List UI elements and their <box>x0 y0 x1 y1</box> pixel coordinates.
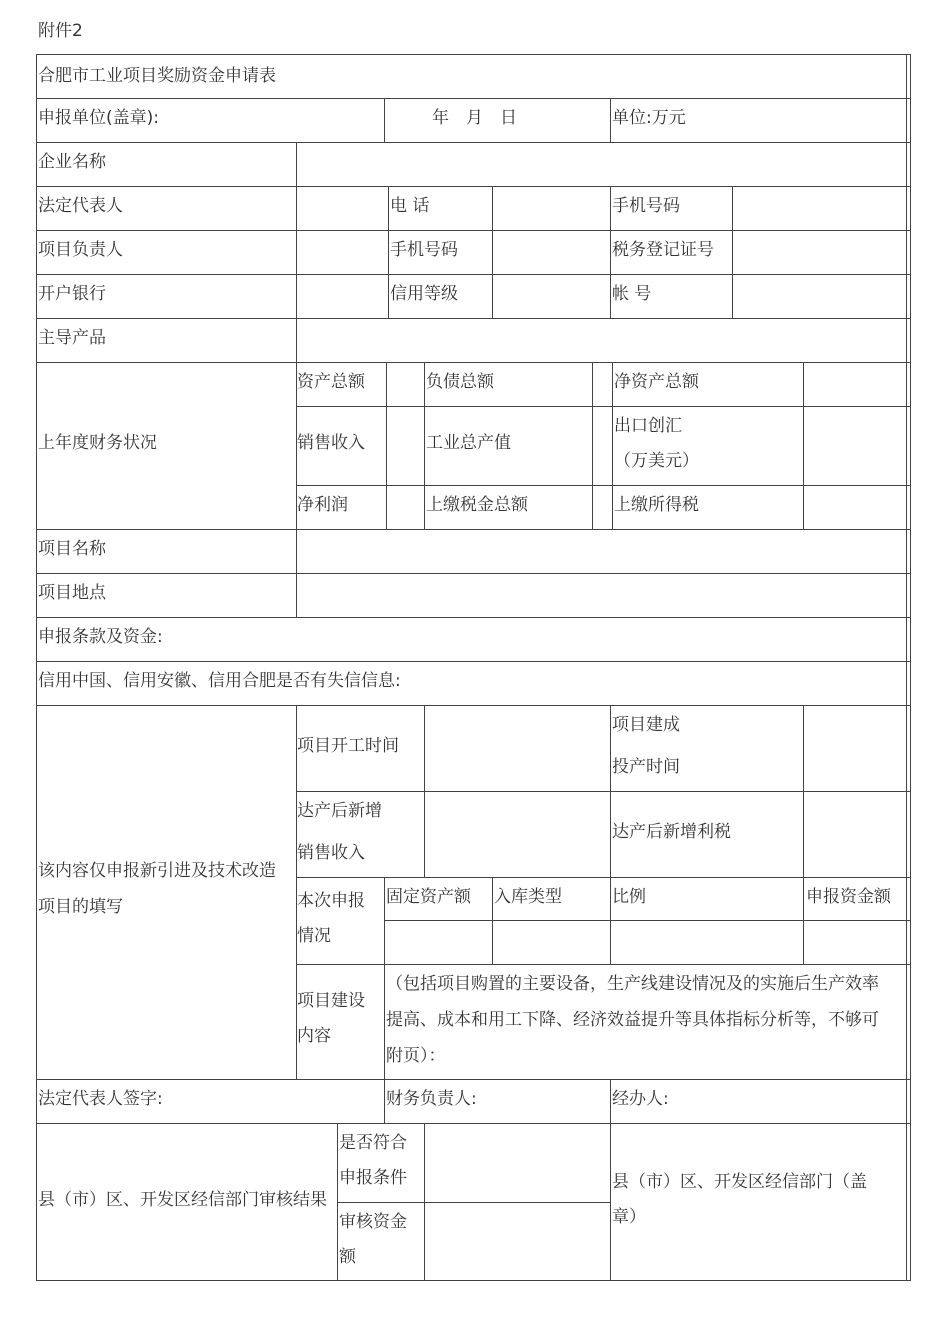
col-line <box>384 877 385 1079</box>
row-line <box>296 877 911 878</box>
sales-revenue-label: 销售收入 <box>297 433 365 453</box>
col-line <box>612 362 613 529</box>
col-line <box>337 1123 338 1280</box>
unit-label: 单位:万元 <box>612 108 686 128</box>
construction-note-3: 附页）： <box>386 1046 446 1066</box>
col-line <box>388 186 389 318</box>
col-line <box>592 362 593 529</box>
review-amount-label-1: 审核资金 <box>339 1212 407 1232</box>
project-leader-label: 项目负责人 <box>38 240 123 260</box>
row-line <box>36 318 911 319</box>
mobile-label: 手机号码 <box>612 196 680 216</box>
row-line <box>36 617 911 618</box>
finance-label: 上年度财务状况 <box>38 433 157 453</box>
table-border-top <box>36 54 911 55</box>
seal-label-2: 章） <box>612 1207 646 1227</box>
phone-label: 电 话 <box>390 196 430 216</box>
company-name-label: 企业名称 <box>38 152 106 172</box>
construction-content-label-1: 项目建设 <box>297 991 365 1011</box>
row-line <box>36 230 911 231</box>
row-line <box>296 791 911 792</box>
tech-section-label-1: 该内容仅申报新引进及技术改造 <box>38 861 276 881</box>
this-declare-label-1: 本次申报 <box>297 891 365 911</box>
table-border-left <box>36 54 37 1281</box>
row-line <box>36 661 911 662</box>
completion-label-1: 项目建成 <box>612 715 680 735</box>
row-line <box>296 485 911 486</box>
account-no-label: 帐 号 <box>612 284 652 304</box>
review-amount-label-2: 额 <box>339 1247 356 1267</box>
eligible-label-2: 申报条件 <box>339 1168 407 1188</box>
completion-label-2: 投产时间 <box>612 757 680 777</box>
credit-level-label: 信用等级 <box>390 284 458 304</box>
project-location-label: 项目地点 <box>38 583 106 603</box>
table-border-right-inner <box>906 54 907 1281</box>
tax-paid-label: 上缴税金总额 <box>426 495 528 515</box>
table-border-bottom <box>36 1280 911 1281</box>
tax-reg-label: 税务登记证号 <box>612 240 714 260</box>
finance-head-label: 财务负责人: <box>386 1089 477 1109</box>
mobile2-label: 手机号码 <box>390 240 458 260</box>
net-assets-label: 净资产总额 <box>614 372 699 392</box>
form-title: 合肥市工业项目奖励资金申请表 <box>38 66 276 86</box>
start-time-label: 项目开工时间 <box>297 736 399 756</box>
col-line <box>296 529 297 617</box>
col-line <box>732 186 733 318</box>
legal-rep-label: 法定代表人 <box>38 196 123 216</box>
row-line <box>36 274 911 275</box>
row-line <box>36 362 911 363</box>
row-line <box>384 920 911 921</box>
row-line <box>36 186 911 187</box>
review-label: 县（市）区、开发区经信部门审核结果 <box>38 1190 327 1210</box>
clauses-funds-label: 申报条款及资金: <box>38 627 163 647</box>
construction-content-label-2: 内容 <box>297 1026 331 1046</box>
col-line <box>610 98 611 142</box>
col-line <box>610 1123 611 1280</box>
export-forex-unit: （万美元） <box>614 451 699 471</box>
col-line <box>424 705 425 877</box>
row-line <box>36 529 911 530</box>
total-assets-label: 资产总额 <box>297 372 365 392</box>
bank-label: 开户银行 <box>38 284 106 304</box>
declared-funds-label: 申报资金额 <box>806 887 891 907</box>
net-profit-label: 净利润 <box>297 495 348 515</box>
total-liabilities-label: 负债总额 <box>426 372 494 392</box>
main-product-label: 主导产品 <box>38 328 106 348</box>
col-line <box>424 1123 425 1280</box>
new-sales-label-2: 销售收入 <box>297 843 365 863</box>
row-line <box>36 705 911 706</box>
attachment-label: 附件2 <box>38 21 83 41</box>
row-line <box>36 573 911 574</box>
row-line <box>36 1079 911 1080</box>
col-line <box>424 362 425 529</box>
legal-sign-label: 法定代表人签字: <box>38 1089 163 1109</box>
row-line <box>36 142 911 143</box>
row-line <box>296 964 911 965</box>
col-line <box>610 1079 611 1123</box>
col-line <box>296 142 297 362</box>
construction-note-2: 提高、成本和用工下降、经济效益提升等具体指标分析等，不够可 <box>386 1010 879 1030</box>
col-line <box>492 877 493 964</box>
construction-note-1: （包括项目购置的主要设备，生产线建设情况及的实施后生产效率 <box>386 974 879 994</box>
col-line <box>492 186 493 318</box>
credit-info-label: 信用中国、信用安徽、信用合肥是否有失信信息: <box>38 671 401 691</box>
ratio-label: 比例 <box>612 887 646 907</box>
eligible-label-1: 是否符合 <box>339 1133 407 1153</box>
fixed-assets-label: 固定资产额 <box>386 887 471 907</box>
industrial-output-label: 工业总产值 <box>426 433 511 453</box>
handler-label: 经办人: <box>612 1089 669 1109</box>
col-line <box>610 705 611 964</box>
tech-section-label-2: 项目的填写 <box>38 897 123 917</box>
storage-type-label: 入库类型 <box>494 887 562 907</box>
table-border-right <box>910 54 911 1281</box>
project-name-label: 项目名称 <box>38 539 106 559</box>
seal-label-1: 县（市）区、开发区经信部门（盖 <box>612 1172 867 1192</box>
export-forex-label: 出口创汇 <box>614 416 682 436</box>
row-line <box>296 406 911 407</box>
row-line <box>36 1123 911 1124</box>
date-label: 年 月 日 <box>432 108 517 128</box>
col-line <box>610 186 611 318</box>
row-line <box>337 1202 611 1203</box>
col-line <box>386 362 387 529</box>
row-line <box>36 98 911 99</box>
new-profit-tax-label: 达产后新增利税 <box>612 822 731 842</box>
col-line <box>384 1079 385 1123</box>
income-tax-label: 上缴所得税 <box>614 495 699 515</box>
col-line <box>803 705 804 964</box>
this-declare-label-2: 情况 <box>297 926 331 946</box>
col-line <box>384 98 385 142</box>
col-line <box>803 362 804 529</box>
declaring-unit-label: 申报单位(盖章): <box>38 108 159 128</box>
new-sales-label-1: 达产后新增 <box>297 801 382 821</box>
